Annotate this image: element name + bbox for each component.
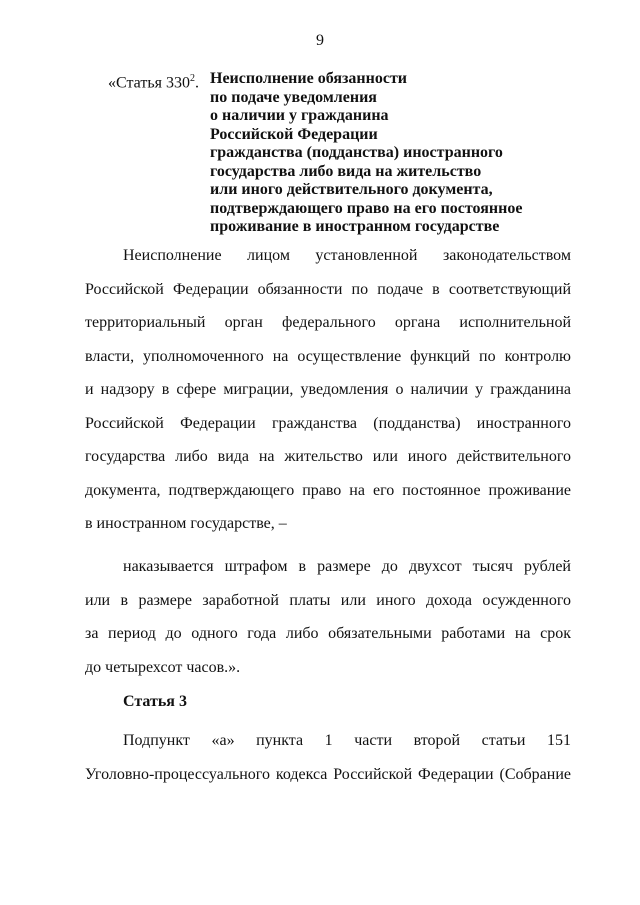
article-title-line: Неисполнение обязанности: [210, 70, 408, 87]
article-title-line: о наличии у гражданина: [210, 107, 389, 124]
article-disposition-paragraph: [85, 246, 571, 548]
article-title: [210, 70, 570, 237]
article-title-line: гражданства (подданства) иностранного: [210, 144, 503, 161]
text-line: наказывается штрафом в размере до двухсот тысяч рублей: [123, 558, 571, 575]
article-number-superscript: 2: [189, 73, 195, 84]
article-title-line: Российской Федерации: [210, 125, 378, 143]
text-line: в иностранном государстве, –: [85, 515, 287, 532]
page-number: 9: [316, 32, 324, 49]
text-line: или в размере заработной платы или иного дохода осужденного: [85, 591, 571, 609]
text-line: Уголовно-процессуального кодекса Российской Федерации (Собрание: [85, 765, 571, 783]
section-heading: Статья 3: [123, 693, 187, 710]
article-sanction-paragraph: [85, 557, 571, 691]
article-title-line: государства либо вида на жительство: [210, 162, 482, 180]
section-paragraph: [85, 731, 571, 798]
text-line: Подпункт «а» пункта 1 части второй статьи 151: [123, 732, 571, 749]
article-number: «Статья $330^2$.: [108, 73, 199, 92]
article-title-line: подтверждающего право на его постоянное: [210, 199, 523, 217]
text-line: за период до одного года либо обязательными работами на срок: [85, 625, 571, 642]
article-title-line: проживание в иностранном государстве: [210, 218, 500, 235]
article-title-line: по подаче уведомления: [210, 88, 377, 106]
text-line: и надзору в сфере миграции, уведомления о наличии у гражданина: [85, 381, 571, 398]
text-line: власти, уполномоченного на осуществление функций по контролю: [85, 347, 571, 365]
text-line: документа, подтверждающего право на его постоянное проживание: [85, 481, 571, 499]
text-line: до четырехсот часов.».: [85, 658, 241, 676]
article-title-line: или иного действительного документа,: [210, 181, 493, 198]
text-line: государства либо вида на жительство или иного действительного: [85, 448, 571, 465]
text-line: Российской Федерации гражданства (подданства) иностранного: [85, 414, 571, 432]
text-line: Российской Федерации обязанности по подаче в соответствующий: [85, 280, 571, 298]
text-line: территориальный орган федерального органа исполнительной: [85, 314, 571, 331]
text-line: Неисполнение лицом установленной законодательством: [123, 247, 571, 264]
